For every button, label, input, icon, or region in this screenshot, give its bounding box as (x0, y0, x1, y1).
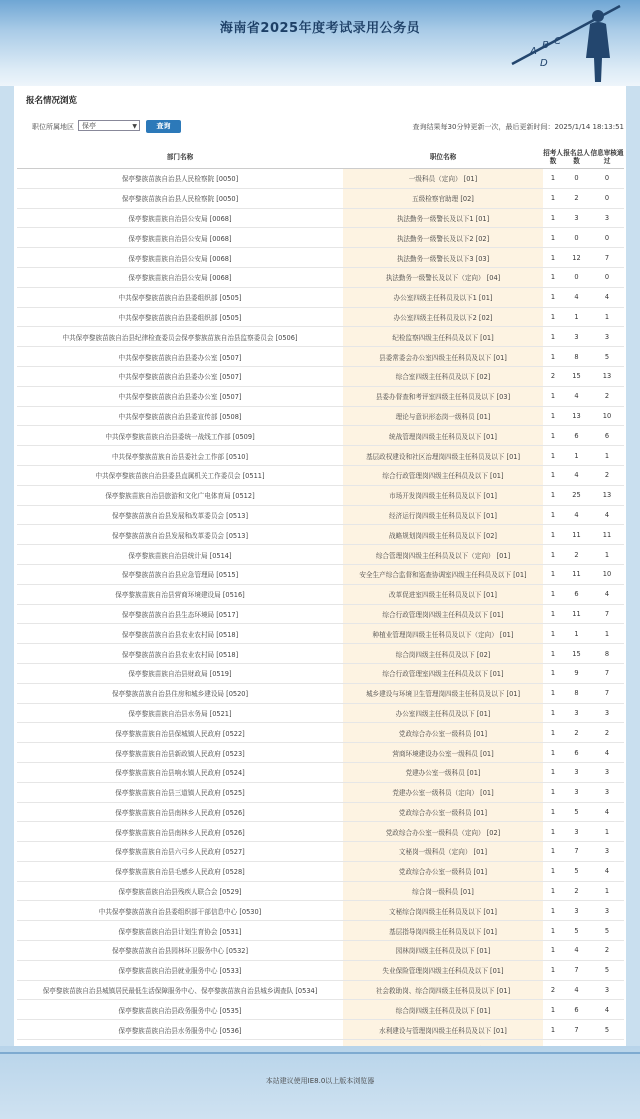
header-applied: 报名总人数 (563, 146, 590, 169)
cell-position: 战略规划岗四级主任科员及以下 [02] (343, 525, 543, 545)
cell-approved: 1 (590, 822, 624, 842)
cell-recruit: 1 (543, 921, 563, 941)
table-row (17, 743, 624, 763)
table-body (17, 169, 624, 1080)
table-row (17, 307, 624, 327)
cell-position: 县委常委会办公室四级主任科员及以下 [01] (343, 347, 543, 367)
cell-dept: 中共保亭黎族苗族自治县委宣传部 [0508] (17, 406, 343, 426)
region-select[interactable] (78, 120, 140, 131)
cell-position: 办公室四级主任科员及以下2 [02] (343, 307, 543, 327)
table-row (17, 248, 624, 268)
cell-position: 综合行政管理岗四级主任科员及以下 [01] (343, 465, 543, 485)
cell-approved: 3 (590, 842, 624, 862)
cell-applied: 1 (563, 624, 590, 644)
cell-applied: 9 (563, 663, 590, 683)
cell-applied: 3 (563, 901, 590, 921)
cell-applied: 4 (563, 386, 590, 406)
cell-approved: 4 (590, 802, 624, 822)
cell-approved: 3 (590, 327, 624, 347)
cell-applied: 6 (563, 1000, 590, 1020)
cell-position: 基层政权建设和社区治理岗四级主任科员及以下 [01] (343, 446, 543, 466)
cell-position: 改革促进室四级主任科员及以下 [01] (343, 584, 543, 604)
cell-applied: 6 (563, 743, 590, 763)
cell-dept: 保亭黎族苗族自治县农业农村局 [0518] (17, 624, 343, 644)
table-row (17, 604, 624, 624)
cell-applied: 15 (563, 366, 590, 386)
cell-position: 一级科员（定向） [01] (343, 169, 543, 189)
banner-title: 海南省2025年度考试录用公务员 (219, 21, 421, 36)
table-row (17, 208, 624, 228)
cell-approved: 0 (590, 267, 624, 287)
table-row (17, 188, 624, 208)
cell-recruit: 1 (543, 406, 563, 426)
svg-text:D: D (540, 58, 548, 69)
cell-applied: 3 (563, 327, 590, 347)
cell-recruit: 1 (543, 743, 563, 763)
cell-applied: 4 (563, 941, 590, 961)
cell-position: 县委办督查和考评室四级主任科员及以下 [03] (343, 386, 543, 406)
table-row (17, 663, 624, 683)
cell-applied: 5 (563, 861, 590, 881)
region-select-value: 保亭 (82, 122, 96, 130)
cell-recruit: 1 (543, 248, 563, 268)
table-row (17, 723, 624, 743)
cell-dept: 保亭黎族苗族自治县保城镇人民政府 [0522] (17, 723, 343, 743)
cell-recruit: 2 (543, 366, 563, 386)
cell-recruit: 1 (543, 327, 563, 347)
cell-dept: 保亭黎族苗族自治县毛感乡人民政府 [0528] (17, 861, 343, 881)
cell-position: 综合管理岗四级主任科员及以下（定向） [01] (343, 545, 543, 565)
cell-dept: 保亭黎族苗族自治县住房和城乡建设局 [0520] (17, 683, 343, 703)
table-row (17, 762, 624, 782)
cell-dept: 保亭黎族苗族自治县公安局 [0068] (17, 248, 343, 268)
cell-dept: 保亭黎族苗族自治县公安局 [0068] (17, 208, 343, 228)
cell-approved: 4 (590, 584, 624, 604)
cell-recruit: 1 (543, 267, 563, 287)
cell-applied: 25 (563, 485, 590, 505)
cell-dept: 保亭黎族苗族自治县南林乡人民政府 [0526] (17, 802, 343, 822)
cell-approved: 2 (590, 386, 624, 406)
cell-applied: 4 (563, 980, 590, 1000)
cell-dept: 保亭黎族苗族自治县发展和改革委员会 [0513] (17, 525, 343, 545)
cell-dept: 保亭黎族苗族自治县响水镇人民政府 [0524] (17, 762, 343, 782)
cell-approved: 1 (590, 307, 624, 327)
cell-dept: 中共保亭黎族苗族自治县委县直属机关工作委员会 [0511] (17, 465, 343, 485)
table-row (17, 842, 624, 862)
cell-recruit: 1 (543, 644, 563, 664)
cell-position: 安全生产综合监督和巡查协调室四级主任科员及以下 [01] (343, 564, 543, 584)
cell-approved: 13 (590, 366, 624, 386)
table-row (17, 861, 624, 881)
cell-dept: 保亭黎族苗族自治县应急管理局 [0515] (17, 564, 343, 584)
chevron-down-icon: ▼ (132, 123, 137, 130)
svg-text:C: C (554, 36, 561, 47)
table-row (17, 822, 624, 842)
table-row (17, 703, 624, 723)
cell-recruit: 1 (543, 1020, 563, 1040)
cell-approved: 5 (590, 921, 624, 941)
cell-approved: 2 (590, 723, 624, 743)
table-row (17, 545, 624, 565)
table-row (17, 267, 624, 287)
cell-position: 失业保险管理岗四级主任科员及以下 [01] (343, 960, 543, 980)
cell-dept: 保亭黎族苗族自治县南林乡人民政府 [0526] (17, 822, 343, 842)
table-row (17, 564, 624, 584)
cell-recruit: 1 (543, 584, 563, 604)
cell-recruit: 1 (543, 208, 563, 228)
cell-dept: 保亭黎族苗族自治县城镇居民最低生活保障服务中心、保亭黎族苗族自治县城乡调查队 [0534] (17, 980, 343, 1000)
cell-applied: 7 (563, 842, 590, 862)
cell-position: 统战管理岗四级主任科员及以下 [01] (343, 426, 543, 446)
cell-applied: 0 (563, 228, 590, 248)
cell-approved: 7 (590, 248, 624, 268)
cell-position: 办公室四级主任科员及以下 [01] (343, 703, 543, 723)
cell-position: 办公室四级主任科员及以下1 [01] (343, 287, 543, 307)
cell-position: 党建办公室一级科员 [01] (343, 762, 543, 782)
registration-table (17, 146, 624, 1080)
cell-recruit: 1 (543, 347, 563, 367)
cell-approved: 0 (590, 228, 624, 248)
cell-dept: 中共保亭黎族苗族自治县委社会工作部 [0510] (17, 446, 343, 466)
cell-recruit: 1 (543, 624, 563, 644)
table-row (17, 782, 624, 802)
cell-approved: 11 (590, 525, 624, 545)
table-row (17, 465, 624, 485)
table-row (17, 169, 624, 189)
cell-recruit: 1 (543, 228, 563, 248)
cell-recruit: 2 (543, 980, 563, 1000)
cell-recruit: 1 (543, 564, 563, 584)
cell-recruit: 1 (543, 663, 563, 683)
cell-recruit: 1 (543, 505, 563, 525)
cell-recruit: 1 (543, 307, 563, 327)
table-row (17, 1020, 624, 1040)
cell-position: 营商环境建设办公室一级科员 [01] (343, 743, 543, 763)
cell-approved: 2 (590, 941, 624, 961)
cell-approved: 10 (590, 564, 624, 584)
cell-position: 综合岗四级主任科员及以下 [02] (343, 644, 543, 664)
cell-applied: 6 (563, 584, 590, 604)
cell-applied: 2 (563, 545, 590, 565)
cell-recruit: 1 (543, 426, 563, 446)
cell-position: 城乡建设与环境卫生管理岗四级主任科员及以下 [01] (343, 683, 543, 703)
cell-dept: 保亭黎族苗族自治县统计局 [0514] (17, 545, 343, 565)
footer-text: 本站建议使用IE8.0以上版本浏览器 (265, 1077, 375, 1085)
table-row (17, 921, 624, 941)
cell-approved: 7 (590, 663, 624, 683)
cell-applied: 0 (563, 169, 590, 189)
cell-applied: 6 (563, 426, 590, 446)
cell-approved: 4 (590, 505, 624, 525)
cell-position: 综合岗四级主任科员及以下 [01] (343, 1000, 543, 1020)
cell-dept: 保亭黎族苗族自治县人民检察院 [0050] (17, 169, 343, 189)
cell-dept: 保亭黎族苗族自治县计划生育协会 [0531] (17, 921, 343, 941)
table-row (17, 683, 624, 703)
cell-dept: 保亭黎族苗族自治县水务局 [0521] (17, 703, 343, 723)
page-footer (0, 1046, 640, 1119)
cell-dept: 中共保亭黎族苗族自治县委办公室 [0507] (17, 386, 343, 406)
footer-divider (0, 1052, 640, 1054)
table-row (17, 287, 624, 307)
table-row (17, 881, 624, 901)
cell-position: 综合室四级主任科员及以下 [02] (343, 366, 543, 386)
cell-dept: 保亭黎族苗族自治县财政局 [0519] (17, 663, 343, 683)
cell-dept: 保亭黎族苗族自治县旅游和文化广电体育局 [0512] (17, 485, 343, 505)
cell-recruit: 1 (543, 782, 563, 802)
cell-applied: 4 (563, 465, 590, 485)
cell-dept: 中共保亭黎族苗族自治县委组织部 [0505] (17, 287, 343, 307)
cell-approved: 4 (590, 861, 624, 881)
table-row (17, 485, 624, 505)
cell-position: 纪检监察四级主任科员及以下 [01] (343, 327, 543, 347)
svg-text:A: A (530, 46, 537, 57)
cell-applied: 5 (563, 802, 590, 822)
cell-position: 执法勤务一级警长及以下（定向） [04] (343, 267, 543, 287)
cell-dept: 保亭黎族苗族自治县公安局 [0068] (17, 228, 343, 248)
cell-approved: 3 (590, 980, 624, 1000)
cell-dept: 保亭黎族苗族自治县生态环境局 [0517] (17, 604, 343, 624)
cell-applied: 2 (563, 723, 590, 743)
cell-approved: 3 (590, 782, 624, 802)
cell-recruit: 1 (543, 842, 563, 862)
cell-dept: 保亭黎族苗族自治县三道镇人民政府 [0525] (17, 782, 343, 802)
cell-position: 综合岗一级科员 [01] (343, 881, 543, 901)
table-row (17, 584, 624, 604)
cell-approved: 10 (590, 406, 624, 426)
cell-recruit: 1 (543, 901, 563, 921)
page-banner (0, 0, 640, 86)
cell-position: 园林岗四级主任科员及以下 [01] (343, 941, 543, 961)
table-row (17, 228, 624, 248)
cell-recruit: 1 (543, 1000, 563, 1020)
cell-position: 基层指导岗四级主任科员及以下 [01] (343, 921, 543, 941)
table-row (17, 386, 624, 406)
cell-applied: 3 (563, 782, 590, 802)
table-row (17, 505, 624, 525)
cell-recruit: 1 (543, 386, 563, 406)
cell-dept: 中共保亭黎族苗族自治县委组织部干部信息中心 [0530] (17, 901, 343, 921)
cell-approved: 1 (590, 446, 624, 466)
table-row (17, 426, 624, 446)
cell-approved: 4 (590, 287, 624, 307)
cell-applied: 3 (563, 208, 590, 228)
cell-dept: 保亭黎族苗族自治县人民检察院 [0050] (17, 188, 343, 208)
table-row (17, 327, 624, 347)
cell-applied: 11 (563, 604, 590, 624)
cell-applied: 2 (563, 188, 590, 208)
table-row (17, 366, 624, 386)
cell-recruit: 1 (543, 188, 563, 208)
cell-position: 执法勤务一级警长及以下2 [02] (343, 228, 543, 248)
cell-dept: 保亭黎族苗族自治县新政镇人民政府 [0523] (17, 743, 343, 763)
cell-recruit: 1 (543, 941, 563, 961)
cell-approved: 1 (590, 545, 624, 565)
cell-dept: 保亭黎族苗族自治县发展和改革委员会 [0513] (17, 505, 343, 525)
cell-applied: 11 (563, 525, 590, 545)
query-button[interactable]: 查询 (146, 120, 181, 133)
cell-approved: 13 (590, 485, 624, 505)
table-row (17, 901, 624, 921)
cell-dept: 中共保亭黎族苗族自治县委组织部 [0505] (17, 307, 343, 327)
update-note: 查询结果每30分钟更新一次，最后更新时间：2025/1/14 18:13:51 (412, 123, 624, 131)
cell-applied: 3 (563, 762, 590, 782)
cell-position: 执法勤务一级警长及以下3 [03] (343, 248, 543, 268)
cell-recruit: 1 (543, 683, 563, 703)
cell-dept: 中共保亭黎族苗族自治县委办公室 [0507] (17, 347, 343, 367)
cell-applied: 3 (563, 822, 590, 842)
cell-applied: 4 (563, 505, 590, 525)
cell-position: 党建办公室一级科员（定向） [01] (343, 782, 543, 802)
table-row (17, 960, 624, 980)
cell-recruit: 1 (543, 525, 563, 545)
cell-position: 市场开发岗四级主任科员及以下 [01] (343, 485, 543, 505)
cell-applied: 13 (563, 406, 590, 426)
cell-dept: 保亭黎族苗族自治县营商环境建设局 [0516] (17, 584, 343, 604)
cell-approved: 0 (590, 169, 624, 189)
cell-applied: 3 (563, 703, 590, 723)
table-row (17, 644, 624, 664)
cell-dept: 保亭黎族苗族自治县公安局 [0068] (17, 267, 343, 287)
cell-applied: 1 (563, 307, 590, 327)
cell-approved: 1 (590, 624, 624, 644)
cell-recruit: 1 (543, 703, 563, 723)
cell-approved: 3 (590, 703, 624, 723)
table-row (17, 347, 624, 367)
header-recruit: 招考人数 (543, 146, 563, 169)
cell-approved: 5 (590, 1020, 624, 1040)
table-row (17, 406, 624, 426)
cell-applied: 7 (563, 1020, 590, 1040)
cell-applied: 15 (563, 644, 590, 664)
section-title: 报名情况浏览 (26, 96, 78, 106)
cell-approved: 4 (590, 743, 624, 763)
cell-approved: 5 (590, 347, 624, 367)
cell-recruit: 1 (543, 762, 563, 782)
svg-text:B: B (542, 40, 549, 51)
cell-position: 社会救助岗、综合岗四级主任科员及以下 [01] (343, 980, 543, 1000)
cell-position: 执法勤务一级警长及以下1 [01] (343, 208, 543, 228)
cell-recruit: 1 (543, 822, 563, 842)
cell-applied: 12 (563, 248, 590, 268)
abc-figure-icon (502, 2, 622, 82)
table-row (17, 525, 624, 545)
cell-recruit: 1 (543, 960, 563, 980)
table-row (17, 980, 624, 1000)
cell-applied: 1 (563, 446, 590, 466)
cell-position: 种植业管理岗四级主任科员及以下（定向） [01] (343, 624, 543, 644)
cell-approved: 3 (590, 208, 624, 228)
cell-position: 经济运行岗四级主任科员及以下 [01] (343, 505, 543, 525)
cell-position: 党政综合办公室一级科员（定向） [02] (343, 822, 543, 842)
cell-approved: 7 (590, 683, 624, 703)
cell-position: 党政综合办公室一级科员 [01] (343, 861, 543, 881)
cell-position: 综合行政管理岗四级主任科员及以下 [01] (343, 604, 543, 624)
cell-position: 水利建设与管理岗四级主任科员及以下 [01] (343, 1020, 543, 1040)
cell-recruit: 1 (543, 861, 563, 881)
table-row (17, 802, 624, 822)
cell-recruit: 1 (543, 604, 563, 624)
cell-recruit: 1 (543, 545, 563, 565)
cell-dept: 保亭黎族苗族自治县残疾人联合会 [0529] (17, 881, 343, 901)
cell-applied: 8 (563, 683, 590, 703)
cell-approved: 0 (590, 188, 624, 208)
cell-applied: 0 (563, 267, 590, 287)
cell-dept: 中共保亭黎族苗族自治县委统一战线工作部 [0509] (17, 426, 343, 446)
cell-position: 综合行政管理室四级主任科员及以下 [01] (343, 663, 543, 683)
table-row (17, 941, 624, 961)
cell-position: 文秘岗一级科员（定向） [01] (343, 842, 543, 862)
cell-applied: 8 (563, 347, 590, 367)
cell-position: 五级检察官助理 [02] (343, 188, 543, 208)
cell-approved: 7 (590, 604, 624, 624)
cell-recruit: 1 (543, 287, 563, 307)
cell-recruit: 1 (543, 881, 563, 901)
cell-position: 文秘综合岗四级主任科员及以下 [01] (343, 901, 543, 921)
cell-applied: 2 (563, 881, 590, 901)
cell-dept: 保亭黎族苗族自治县农业农村局 [0518] (17, 644, 343, 664)
header-position: 职位名称 (343, 146, 543, 169)
cell-recruit: 1 (543, 446, 563, 466)
cell-recruit: 1 (543, 169, 563, 189)
cell-recruit: 1 (543, 723, 563, 743)
cell-approved: 4 (590, 1000, 624, 1020)
header-dept: 部门名称 (17, 146, 343, 169)
cell-approved: 3 (590, 901, 624, 921)
cell-approved: 2 (590, 465, 624, 485)
cell-applied: 7 (563, 960, 590, 980)
header-approved: 信息审核通过 (590, 146, 624, 169)
table-row (17, 446, 624, 466)
cell-dept: 中共保亭黎族苗族自治县纪律检查委员会保亭黎族苗族自治县监察委员会 [0506] (17, 327, 343, 347)
cell-recruit: 1 (543, 485, 563, 505)
cell-dept: 中共保亭黎族苗族自治县委办公室 [0507] (17, 366, 343, 386)
cell-approved: 5 (590, 960, 624, 980)
main-content (14, 86, 626, 1046)
cell-recruit: 1 (543, 802, 563, 822)
table-row (17, 1000, 624, 1020)
cell-position: 党政综合办公室一级科员 [01] (343, 802, 543, 822)
table-header-row (17, 146, 624, 169)
cell-dept: 保亭黎族苗族自治县六弓乡人民政府 [0527] (17, 842, 343, 862)
cell-applied: 5 (563, 921, 590, 941)
cell-dept: 保亭黎族苗族自治县就业服务中心 [0533] (17, 960, 343, 980)
cell-recruit: 1 (543, 465, 563, 485)
cell-dept: 保亭黎族苗族自治县水务服务中心 [0536] (17, 1020, 343, 1040)
cell-applied: 4 (563, 287, 590, 307)
cell-applied: 11 (563, 564, 590, 584)
cell-approved: 6 (590, 426, 624, 446)
table-row (17, 624, 624, 644)
region-label: 职位所属地区 (32, 123, 74, 131)
cell-approved: 8 (590, 644, 624, 664)
cell-dept: 保亭黎族苗族自治县政务服务中心 [0535] (17, 1000, 343, 1020)
cell-position: 党政综合办公室一级科员 [01] (343, 723, 543, 743)
filter-toolbar (32, 121, 624, 133)
cell-dept: 保亭黎族苗族自治县园林环卫服务中心 [0532] (17, 941, 343, 961)
cell-approved: 1 (590, 881, 624, 901)
cell-position: 理论与意识形态岗一级科员 [01] (343, 406, 543, 426)
cell-approved: 3 (590, 762, 624, 782)
